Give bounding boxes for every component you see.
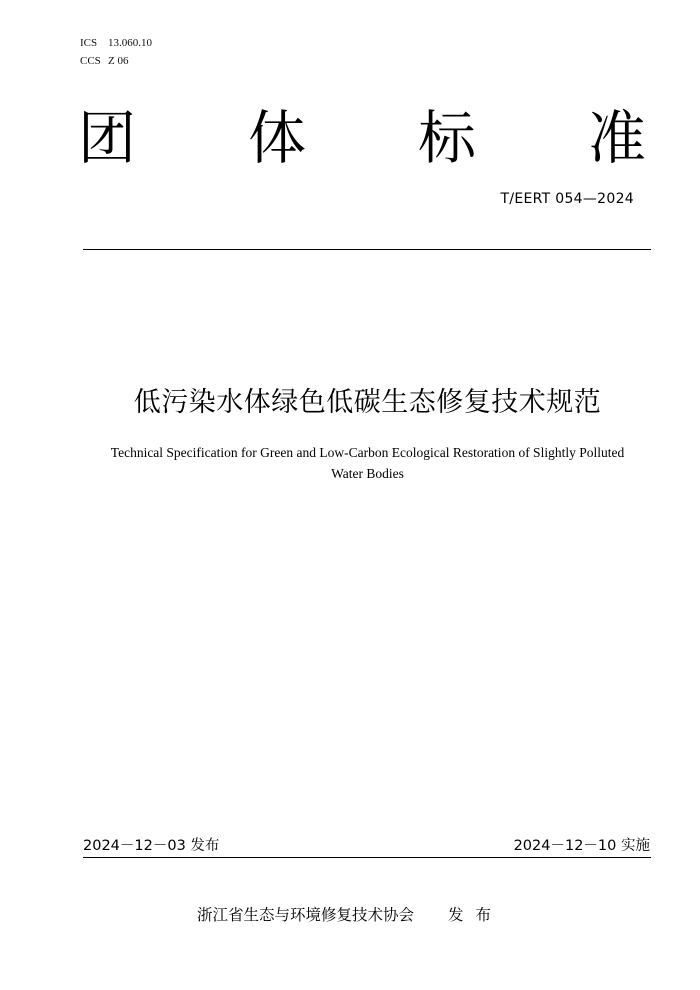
- ccs-code: Z 06: [108, 55, 129, 67]
- publisher-organization: 浙江省生态与环境修复技术协会: [196, 906, 414, 924]
- english-title-line-2: Water Bodies: [331, 466, 404, 481]
- ccs-row: [80, 52, 152, 70]
- ccs-label: CCS: [80, 55, 101, 67]
- classification-codes: [80, 34, 152, 70]
- english-title: [90, 442, 645, 484]
- ics-code: 13.060.10: [108, 37, 152, 49]
- standard-type-title: [78, 102, 646, 174]
- english-title-line-1: Technical Specification for Green and Low-Carbon Ecological Restoration of Slightly Polluted: [110, 445, 625, 460]
- title-char-3: 标: [417, 104, 476, 172]
- ics-label: ICS: [80, 37, 98, 49]
- bottom-divider: [83, 857, 651, 858]
- publisher-action: 发布: [448, 906, 504, 924]
- ics-row: [80, 34, 152, 52]
- standard-number: T/EERT 054—2024: [500, 191, 634, 207]
- publisher-line: [0, 903, 700, 925]
- title-char-1: 团: [78, 104, 137, 172]
- top-divider: [83, 249, 651, 250]
- implementation-date: 2024－12－10 实施: [513, 838, 650, 854]
- title-char-2: 体: [247, 104, 306, 172]
- issue-date: 2024－12－03 发布: [83, 838, 220, 854]
- title-char-4: 准: [587, 104, 646, 172]
- chinese-title: 低污染水体绿色低碳生态修复技术规范: [133, 387, 602, 418]
